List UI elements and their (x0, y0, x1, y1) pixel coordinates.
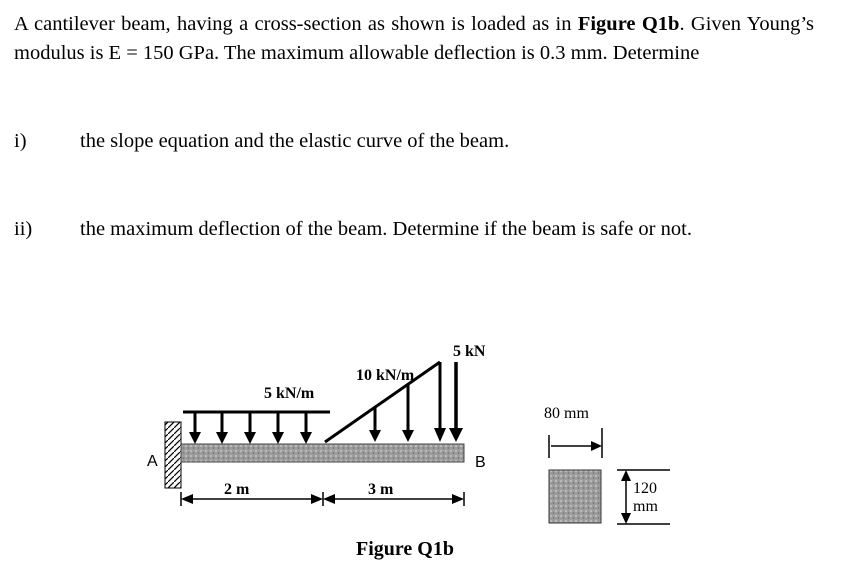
section-height-dimension (617, 470, 670, 524)
udl-label: 5 kN/m (264, 385, 315, 402)
beam (181, 444, 464, 462)
cross-section (549, 470, 601, 523)
point-load-label: 5 kN (453, 343, 486, 360)
span-label-3m: 3 m (368, 481, 394, 498)
question-text: the maximum deflection of the beam. Determine if the beam is safe or not. (80, 218, 692, 240)
end-label-b: B (475, 454, 486, 471)
question-number: ii) (14, 218, 33, 240)
problem-statement (14, 10, 814, 68)
triangular-load-label: 10 kN/m (356, 367, 415, 384)
figure-caption: Figure Q1b (356, 538, 454, 560)
figure-reference: Figure Q1b (577, 13, 680, 35)
fixed-support (165, 422, 181, 488)
section-height-unit: mm (633, 498, 658, 515)
udl-load (183, 412, 330, 444)
section-width-dimension (549, 428, 602, 458)
span-label-2m: 2 m (224, 481, 250, 498)
beam-figure (0, 320, 857, 576)
question-number: i) (14, 130, 27, 152)
intro-text-1: A cantilever beam, having a cross-section as shown is loaded as in (14, 13, 578, 35)
support-label-a: A (147, 453, 158, 470)
point-load-arrow (449, 362, 463, 442)
intro-text-2: . Given Young’s modulus is E = 150 GPa. The maximum allowable deflection is 0.3 mm. Determine (14, 13, 815, 64)
section-width-label: 80 mm (544, 405, 589, 422)
question-text: the slope equation and the elastic curve of the beam. (80, 130, 510, 152)
section-height-value: 120 (633, 480, 657, 497)
